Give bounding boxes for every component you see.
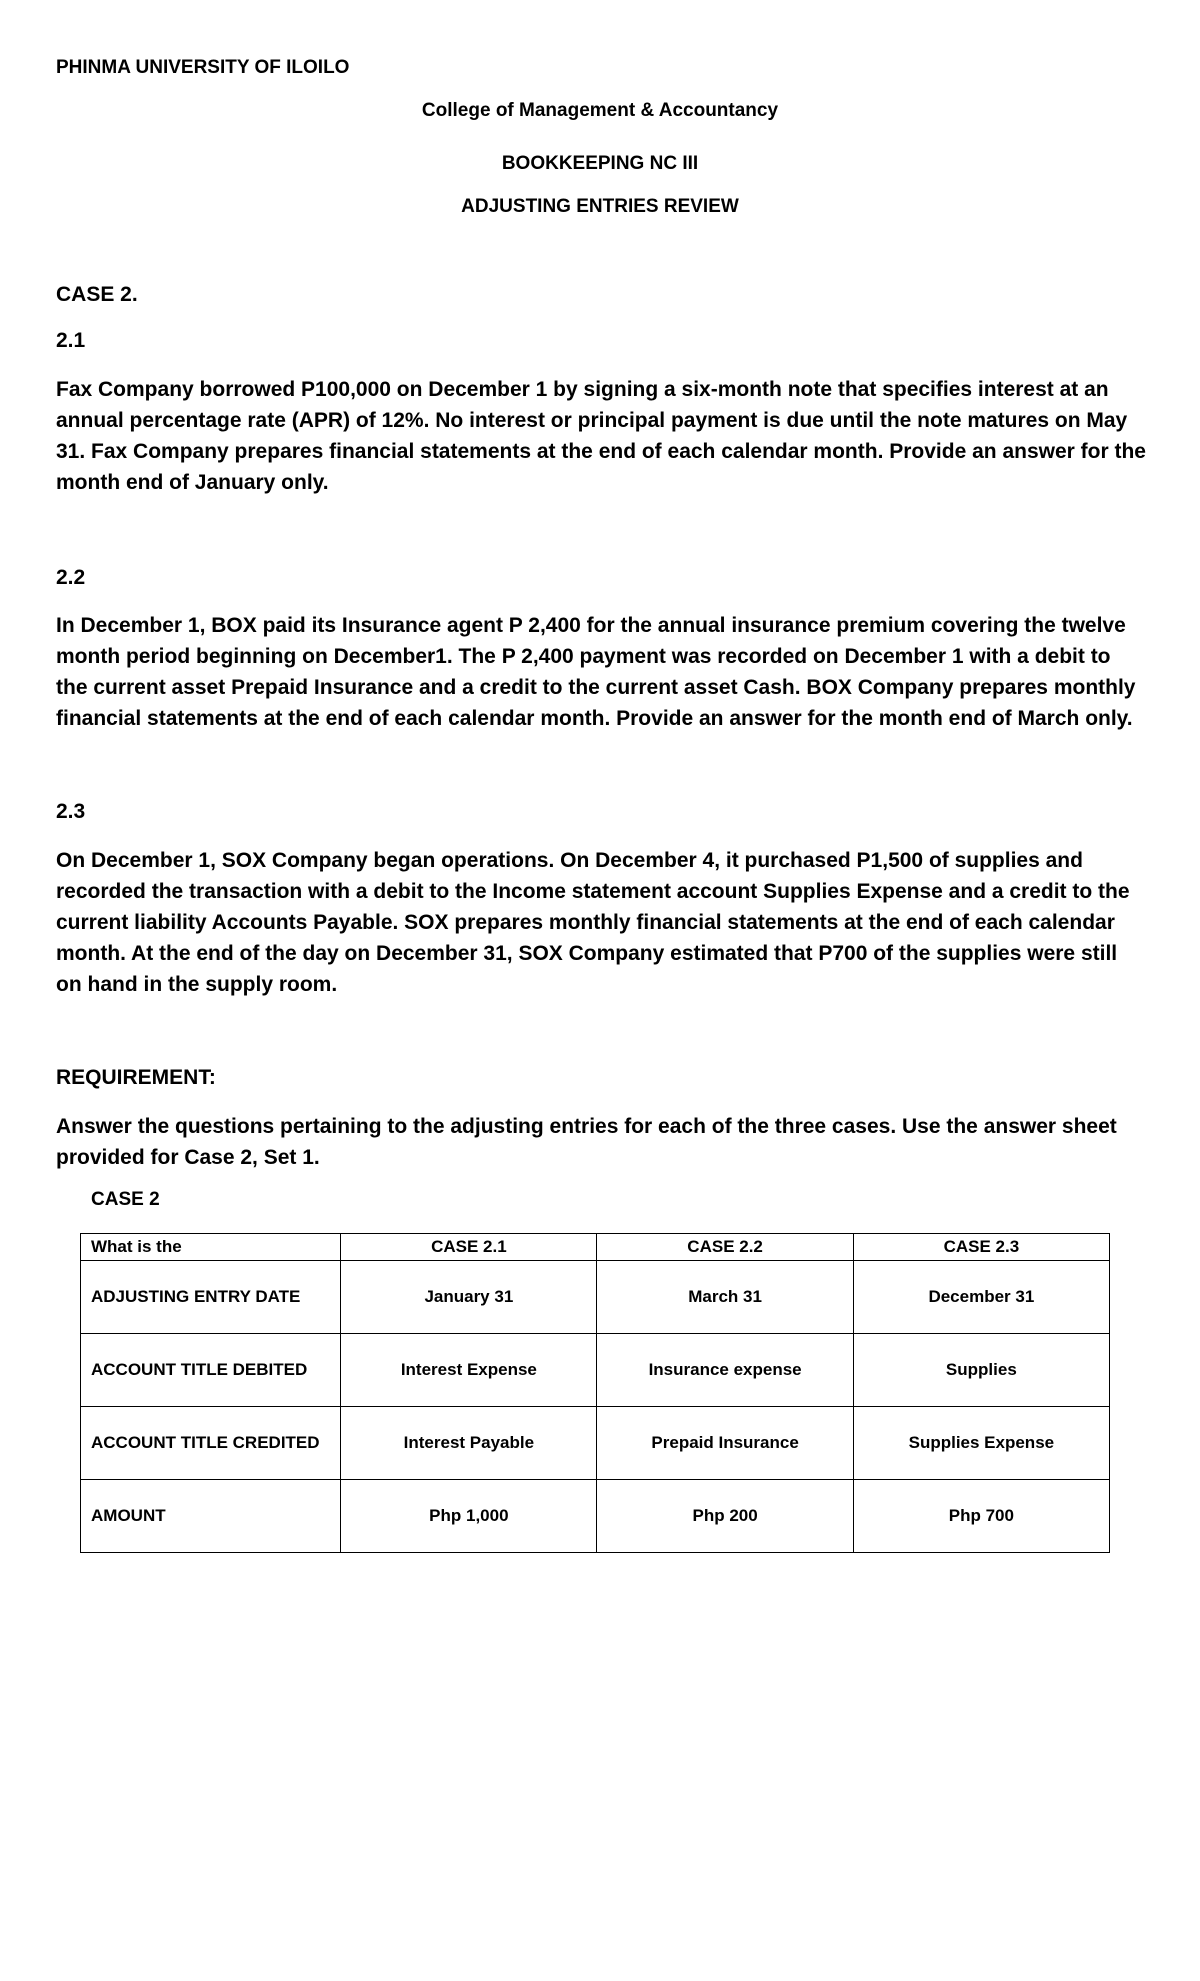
case-2-1-label: 2.1 — [56, 329, 86, 352]
table-caption: CASE 2 — [91, 1189, 160, 1210]
table-cell: Supplies — [853, 1334, 1109, 1407]
table-row — [81, 1261, 1110, 1334]
table-header-cell: What is the — [81, 1234, 341, 1261]
table-header-row — [81, 1234, 1110, 1261]
table-cell: March 31 — [597, 1261, 853, 1334]
table-cell: Php 700 — [853, 1480, 1109, 1553]
college-name: College of Management & Accountancy — [421, 100, 779, 121]
table-cell: Prepaid Insurance — [597, 1407, 853, 1480]
answer-table — [80, 1233, 1110, 1553]
table-header-cell: CASE 2.2 — [597, 1234, 853, 1261]
table-cell: Supplies Expense — [853, 1407, 1109, 1480]
table-cell: Interest Payable — [341, 1407, 597, 1480]
case-2-3-text: On December 1, SOX Company began operations. On December 4, it purchased P1,500 of supplies and recorded the transaction with a debit to the Income statement account Supplies Expense and a credit to the current liability Accounts Payable. SOX prepares monthly financial statements at the end of each calendar month. At the end of the day on December 31, SOX Company estimated that P700 of the supplies were still on hand in the supply room. — [56, 849, 1130, 996]
case-heading: CASE 2. — [56, 283, 138, 306]
table-cell: December 31 — [853, 1261, 1109, 1334]
table-row — [81, 1334, 1110, 1407]
case-2-1-text: Fax Company borrowed P100,000 on December 1 by signing a six-month note that specifies interest at an annual percentage rate (APR) of 12%. No interest or principal payment is due until the note matures on May 31. Fax Company prepares financial statements at the end of each calendar month. Provide an answer for the month end of January only. — [56, 378, 1146, 494]
document-title: ADJUSTING ENTRIES REVIEW — [461, 196, 739, 217]
requirement-text: Answer the questions pertaining to the adjusting entries for each of the three cases. Use the answer sheet provided for Case 2, Set 1. — [56, 1115, 1117, 1169]
table-cell: Interest Expense — [341, 1334, 597, 1407]
case-2-2-text: In December 1, BOX paid its Insurance agent P 2,400 for the annual insurance premium covering the twelve month period beginning on December1. The P 2,400 payment was recorded on December 1 with a debit to the current asset Prepaid Insurance and a credit to the current asset Cash. BOX Company prepares monthly financial statements at the end of each calendar month. Provide an answer for the month end of March only. — [56, 614, 1136, 730]
table-cell: January 31 — [341, 1261, 597, 1334]
case-2-3-label: 2.3 — [56, 800, 86, 823]
row-label: ACCOUNT TITLE CREDITED — [81, 1407, 341, 1480]
row-label: ADJUSTING ENTRY DATE — [81, 1261, 341, 1334]
row-label: ACCOUNT TITLE DEBITED — [81, 1334, 341, 1407]
table-row — [81, 1407, 1110, 1480]
table-cell: Php 1,000 — [341, 1480, 597, 1553]
table-header-cell: CASE 2.3 — [853, 1234, 1109, 1261]
table-cell: Insurance expense — [597, 1334, 853, 1407]
row-label: AMOUNT — [81, 1480, 341, 1553]
requirement-heading: REQUIREMENT: — [56, 1066, 216, 1089]
table-row — [81, 1480, 1110, 1553]
case-2-2-label: 2.2 — [56, 566, 86, 589]
course-title: BOOKKEEPING NC III — [501, 153, 699, 174]
table-cell: Php 200 — [597, 1480, 853, 1553]
university-name: PHINMA UNIVERSITY OF ILOILO — [56, 57, 350, 78]
table-header-cell: CASE 2.1 — [341, 1234, 597, 1261]
